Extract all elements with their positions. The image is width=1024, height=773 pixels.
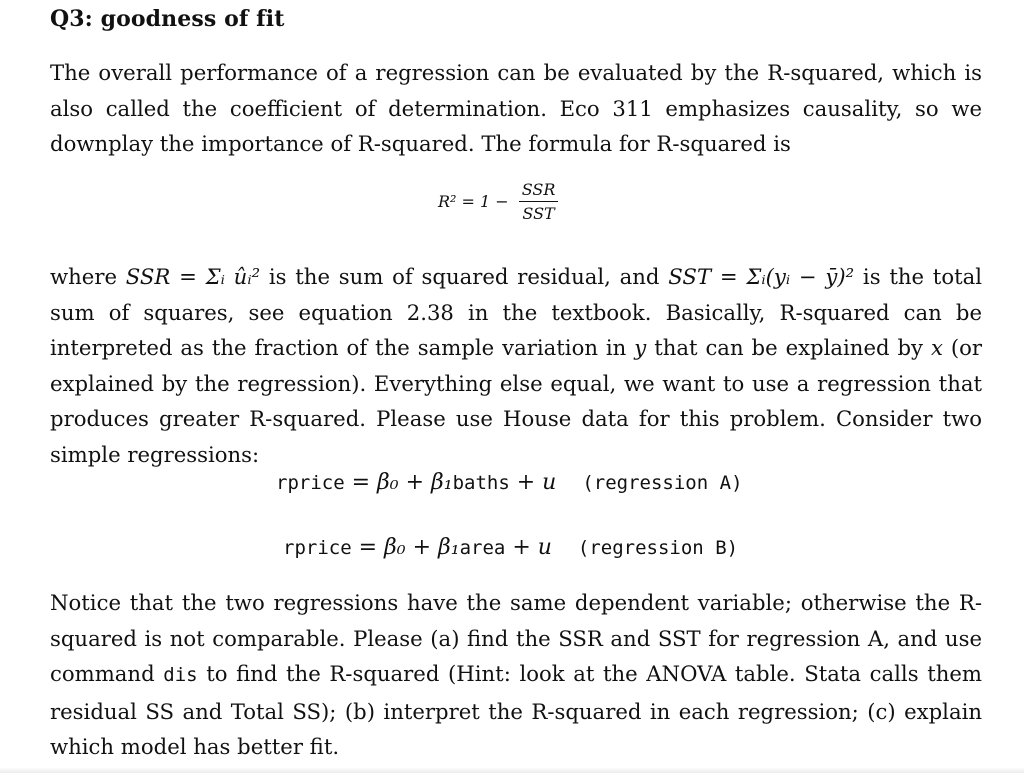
- var-y: y: [634, 335, 647, 360]
- ssr-definition: SSR = Σᵢ ûᵢ²: [125, 264, 261, 289]
- p3-text-2: to find the R-squared (Hint: look at the ANOVA table. Stata calls them residual SS and Total SS); (b) interpret the R-squared in each regression; (c) explain which model has better fit.: [50, 661, 982, 759]
- p2-text-3: is the total sum of squares, see equation 2.38 in the textbook. Basically, R-squared can be interpreted as the fraction of the sample variation in: [50, 264, 982, 360]
- paragraph-definitions: [50, 259, 982, 472]
- eq-b-var: area: [459, 537, 506, 559]
- eq-b-tag: (regression B): [577, 537, 739, 559]
- regression-b-equation: [283, 535, 738, 560]
- eq-a-var: baths: [452, 472, 510, 494]
- eq-a-tail: + u: [509, 470, 557, 495]
- paragraph-intro: The overall performance of a regression can be evaluated by the R-squared, which is also called the coefficient of determination. Eco 311 emphasizes causality, so we downplay the importance of R-squared. The formula for R-squared is: [50, 60, 982, 156]
- p3-text-1: Notice that the two regressions have the same dependent variable; otherwise the R-squared is not comparable. Please (a) find the SSR and SST for regression A, and use command: [50, 590, 982, 686]
- paragraph-instructions: [50, 585, 982, 765]
- eq-a-tag: (regression A): [582, 472, 743, 494]
- eq-a-mid: = β₀ + β₁: [344, 470, 453, 495]
- sst-definition: SST = Σᵢ(yᵢ − ȳ)²: [668, 264, 855, 289]
- p2-text-4: that can be explained by: [646, 335, 931, 360]
- formula-numerator: SSR: [519, 180, 559, 202]
- formula-lhs: R² = 1 −: [438, 192, 509, 211]
- command-dis: dis: [163, 664, 198, 686]
- var-x: x: [930, 335, 943, 360]
- p2-text-1: where: [50, 264, 126, 289]
- eq-b-lhs: rprice: [283, 537, 352, 559]
- page-bottom-shadow: [0, 767, 1024, 773]
- eq-b-tail: + u: [505, 535, 552, 560]
- eq-a-lhs: rprice: [276, 472, 345, 494]
- formula-fraction: [519, 180, 559, 223]
- regression-a-equation: [276, 470, 743, 495]
- r-squared-formula: [438, 180, 558, 223]
- p2-text-2: is the sum of squared residual, and: [260, 264, 669, 289]
- section-heading: Q3: goodness of fit: [50, 6, 285, 32]
- p2-text-5: (or explained by the regression). Everything else equal, we want to use a regression that produces greater R-squared. Please use House data for this problem. Consider two simple regressions:: [50, 335, 983, 467]
- formula-denominator: SST: [522, 204, 555, 223]
- eq-b-mid: = β₀ + β₁: [351, 535, 460, 560]
